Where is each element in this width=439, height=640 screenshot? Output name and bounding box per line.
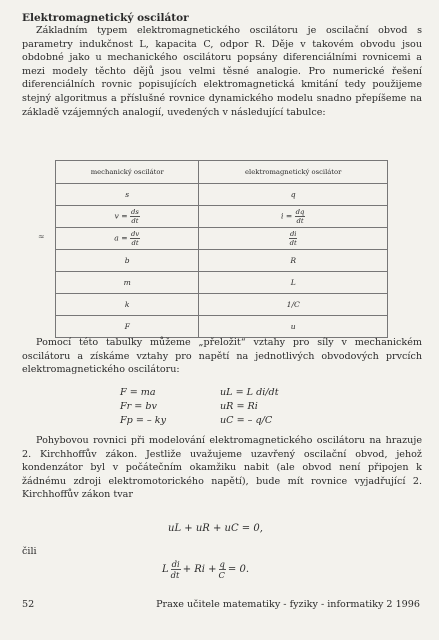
page-number: 52 (22, 599, 35, 610)
fraction-numerator: di (289, 230, 297, 238)
fraction (289, 230, 298, 247)
fraction-numerator: dq (295, 208, 305, 216)
table-cell: R (199, 250, 388, 272)
table-header-row (56, 161, 388, 184)
fraction-denominator: dt (170, 570, 180, 580)
equation-electromagnetic: uL = L di/dt (220, 387, 279, 398)
equation-row (120, 401, 279, 415)
fraction (171, 559, 181, 580)
equation-row (120, 387, 279, 401)
fraction (130, 208, 140, 225)
table-cell: 1/C (199, 294, 388, 316)
table-row (56, 294, 388, 316)
fraction (219, 559, 226, 580)
page-footer (22, 599, 420, 610)
table-cell: F (56, 316, 199, 338)
paragraph-kirchhoff: Pohybovou rovnici při modelování elektromagnetického oscilátoru na hrazuje 2. Kirchhoffův zákon. Jestliže uvažujeme uzavřený oscilační obvod, jehož kondenzátor byl v počátečním okamžiku nabit (ale obvod není připojen k žádnému zdroji elektromotorického napětí), bude mít rovnice vyjadřující 2. Kirchhoffův zákon tvar (22, 435, 422, 501)
eq-middle-term: + Ri + (182, 564, 217, 575)
analogy-table (55, 160, 388, 338)
equation-mechanical: F = ma (120, 387, 156, 398)
table-cell (199, 206, 388, 228)
fraction (295, 208, 306, 225)
table-header-electromagnetic: elektromagnetický oscilátor (199, 161, 388, 184)
margin-mark: ≈ (38, 232, 45, 241)
fraction (130, 230, 140, 247)
fraction-numerator: q (219, 559, 225, 569)
cili-word: čili (22, 546, 37, 557)
table-cell-text: a = (114, 233, 130, 243)
fraction-numerator: ds (131, 208, 139, 216)
equation-mechanical: Fp = – ky (120, 415, 167, 426)
paragraph-translation: Pomocí této tabulky můžeme „přeložit“ vztahy pro síly v mechanickém oscilátoru a získáme vztahy pro napětí na jednotlivých obvodových prvcích elektromagnetického oscilátoru: (22, 337, 422, 376)
table-cell: u (199, 316, 388, 338)
equation-electromagnetic: uC = – q/C (220, 415, 273, 426)
kirchhoff-equation: uL + uR + uC = 0, (168, 523, 263, 534)
eq-inductance: L (162, 564, 169, 575)
fraction-denominator: dt (296, 217, 304, 225)
equation-row (120, 415, 279, 429)
table-cell: q (199, 184, 388, 206)
fraction-denominator: dt (131, 217, 139, 225)
table-row (56, 316, 388, 338)
table-cell: L (199, 272, 388, 294)
table-cell (199, 228, 388, 250)
table-row (56, 228, 388, 250)
paragraph-intro: Základním typem elektromagnetického oscilátoru je oscilační obvod s parametry indukčnost L, kapacita C, odpor R. Děje v takovém obvodu jsou obdobné jako u mechanického oscilátoru popsány diferenciálními rovnicemi a mezi modely těchto dějů jsou velmi těsné analogie. Pro numerické řešení diferenciálních rovnic popisujících elektromagnetická kmitání tedy použijeme stejný algoritmus a příslušné rovnice dynamického modelu snadno přepíšeme na základě vzájemných analogií, uvedených v následující tabulce: (22, 25, 422, 118)
section-title: Elektromagnetický oscilátor (22, 12, 189, 24)
equation-block (120, 387, 279, 429)
fraction-numerator: di (171, 559, 180, 569)
table-header-mechanical: mechanický oscilátor (56, 161, 199, 184)
table-cell: k (56, 294, 199, 316)
fraction-denominator: C (218, 570, 225, 580)
table-cell-text: i = (281, 211, 295, 221)
table-row (56, 250, 388, 272)
differential-equation (162, 559, 249, 580)
table-cell: m (56, 272, 199, 294)
equation-electromagnetic: uR = Ri (220, 401, 258, 412)
table-row (56, 206, 388, 228)
table-row (56, 272, 388, 294)
table-cell-text: v = (114, 211, 131, 221)
table-cell: s (56, 184, 199, 206)
fraction-numerator: dv (130, 230, 140, 238)
table-row (56, 184, 388, 206)
journal-title: Praxe učitele matematiky - fyziky - informatiky 2 1996 (156, 599, 420, 610)
fraction-denominator: dt (289, 239, 297, 247)
table-cell: b (56, 250, 199, 272)
eq-end: = 0. (227, 564, 250, 575)
table-cell (56, 206, 199, 228)
equation-mechanical: Fr = bv (120, 401, 157, 412)
table-cell (56, 228, 199, 250)
fraction-denominator: dt (131, 239, 139, 247)
